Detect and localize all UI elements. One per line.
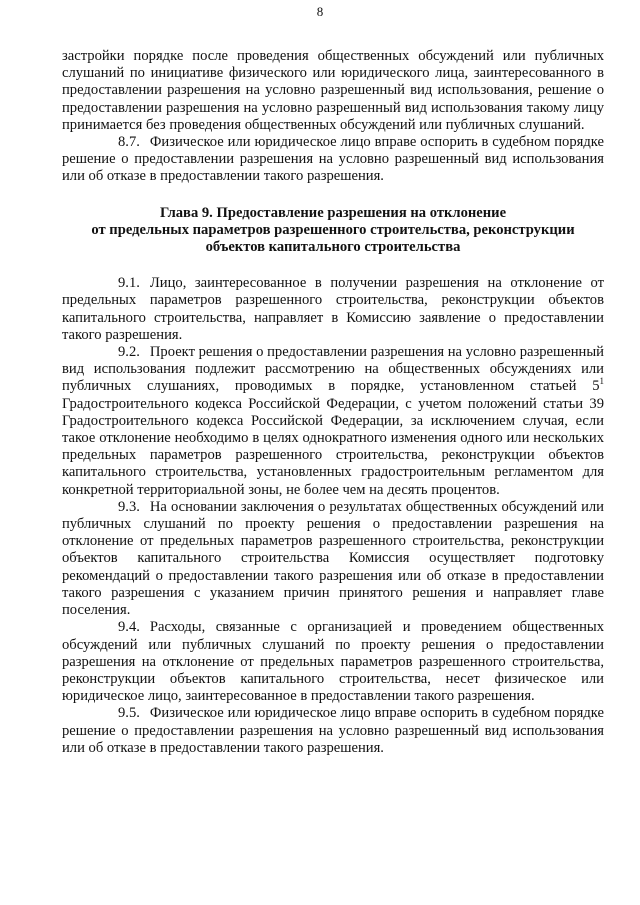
paragraph-number: 8.7. [118, 134, 140, 151]
chapter-heading-line-1: Глава 9. Предоставление разрешения на отклонение [159, 204, 507, 221]
paragraph-text: Проект решения о предоставлении разрешения на условно разрешенный вид использования подлежит рассмотрению на общественных обсуждениях или публичных слушаниях, проводимых в порядке, установленном статьей 5 [62, 344, 604, 395]
document-body [62, 48, 604, 757]
paragraph-text: На основании заключения о результатах общественных обсуждений или публичных слушаний по проекту решения о предоставлении разрешения на отклонение от предельных параметров разрешенного строительства, реконструкции объектов капитального строительства Комиссия осуществляет подготовку рекомендаций о предоставлении такого разрешения или об отказе в предоставлении такого разрешения с указанием причин принятого решения и направляет главе поселения. [62, 498, 604, 619]
paragraph-text: Расходы, связанные с организацией и проведением общественных обсуждений или публичных слушаний по проекту решения о предоставлении разрешения на отклонение от предельных параметров разрешенного строительства, реконструкции объектов капитального строительства, несет физическое или юридическое лицо, заинтересованное в предоставлении такого разрешения. [62, 619, 604, 705]
chapter-heading-line-2: от предельных параметров разрешенного строительства, реконструкции [91, 221, 575, 238]
paragraph-number: 9.1. [118, 275, 140, 292]
paragraph-9-1 [62, 275, 604, 344]
paragraph-text: Физическое или юридическое лицо вправе оспорить в судебном порядке решение о предоставлении разрешения на условно разрешенный вид использования или об отказе в предоставлении такого разрешения. [62, 705, 604, 756]
paragraph-number: 9.5. [118, 705, 140, 722]
paragraph-9-5 [62, 705, 604, 757]
paragraph-9-3 [62, 499, 604, 619]
intro-paragraph: застройки порядке после проведения общественных обсуждений или публичных слушаний по инициативе физического или юридического лица, заинтересованного в предоставлении разрешения на условно разрешенный вид использования, решение о предоставлении разрешения на условно разрешенный вид использования такому лицу принимается без проведения общественных обсуждений или публичных слушаний. [62, 48, 604, 133]
chapter-heading [62, 205, 604, 257]
paragraph-9-4 [62, 619, 604, 705]
paragraph-text: Лицо, заинтересованное в получении разрешения на отклонение от предельных параметров разрешенного строительства, реконструкции объектов капитального строительства, направляет в Комиссию заявление о предоставлении такого разрешения. [62, 275, 604, 343]
paragraph-number: 9.2. [118, 344, 140, 361]
paragraph-number: 9.4. [118, 619, 140, 636]
paragraph-text-continued: Градостроительного кодекса Российской Федерации, с учетом положений статьи 39 Градостроительного кодекса Российской Федерации, за исключением случая, если такое отклонение необходимо в целях однократного изменения одного или нескольких предельных параметров разрешенного строительства, реконструкции объектов капитального строительства, установленных градостроительным регламентом для конкретной территориальной зоны, не более чем на десять процентов. [62, 395, 604, 498]
page-number: 8 [316, 4, 324, 19]
paragraph-number: 9.3. [118, 498, 140, 515]
paragraph-text: Физическое или юридическое лицо вправе оспорить в судебном порядке решение о предоставлении разрешения на условно разрешенный вид использования или об отказе в предоставлении такого разрешения. [62, 134, 604, 185]
paragraph-9-2 [62, 344, 604, 499]
chapter-heading-line-3: объектов капитального строительства [205, 239, 461, 256]
superscript: 1 [599, 376, 604, 387]
paragraph-8-7 [62, 134, 604, 186]
